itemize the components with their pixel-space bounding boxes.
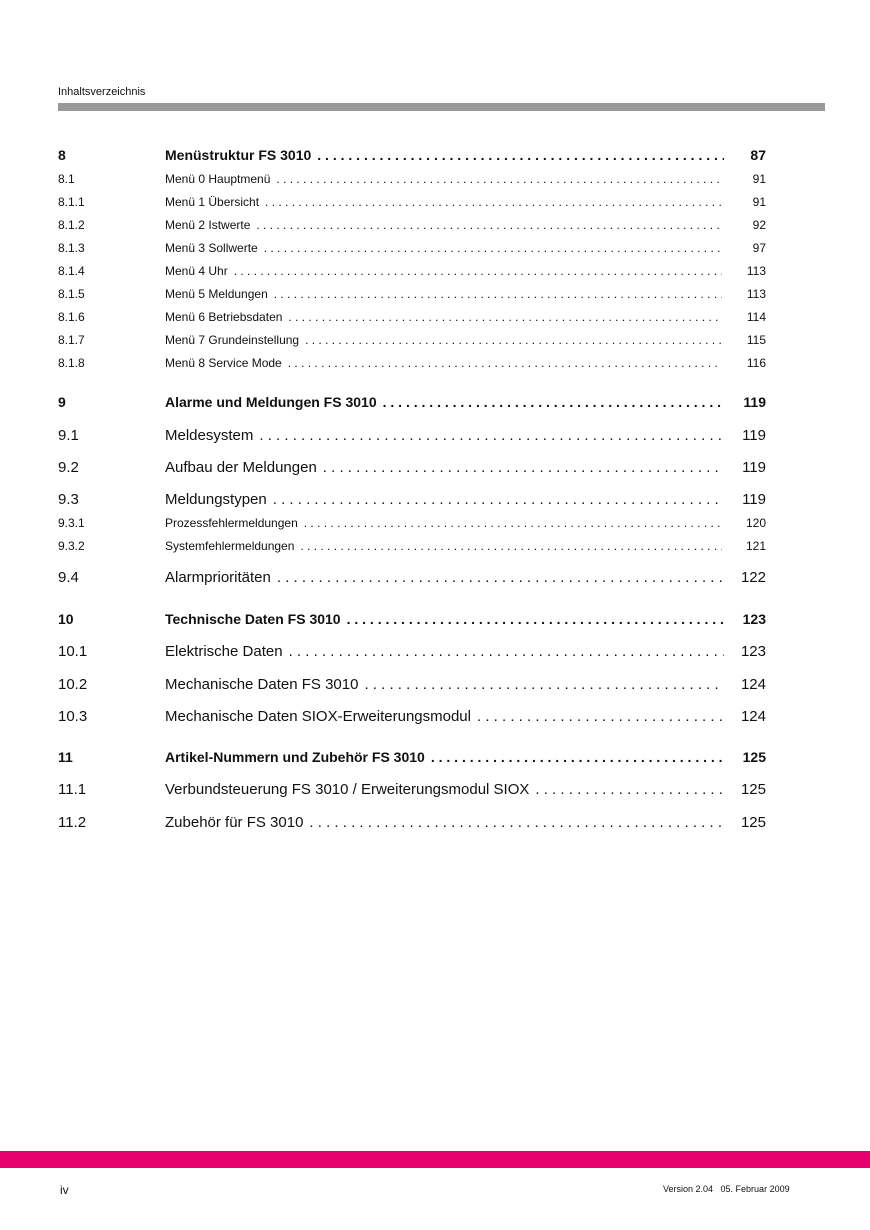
dot-leader <box>234 264 722 278</box>
toc-entry[interactable] <box>58 195 766 209</box>
entry-number: 9.2 <box>58 459 79 476</box>
dot-leader <box>276 172 722 186</box>
entry-title: Menü 4 Uhr <box>165 264 228 278</box>
toc-entry[interactable] <box>58 241 766 255</box>
entry-number: 8.1.8 <box>58 356 85 370</box>
entry-page: 97 <box>752 241 766 255</box>
entry-title: Zubehör für FS 3010 <box>165 814 304 831</box>
entry-title: Menüstruktur FS 3010 <box>165 147 312 163</box>
toc-entry[interactable] <box>58 394 766 410</box>
header-rule <box>58 103 825 111</box>
dot-leader <box>273 491 724 508</box>
toc-entry[interactable] <box>58 569 766 586</box>
dot-leader <box>317 147 724 163</box>
toc-entry[interactable] <box>58 427 766 444</box>
entry-page: 123 <box>742 611 766 627</box>
entry-page: 125 <box>742 749 766 765</box>
entry-number: 10 <box>58 611 74 627</box>
entry-title: Verbundsteuerung FS 3010 / Erweiterungsmodul SIOX <box>165 781 530 798</box>
entry-page: 92 <box>752 218 766 232</box>
entry-number: 9.3.1 <box>58 516 85 530</box>
entry-number: 8.1.1 <box>58 195 85 209</box>
entry-page: 113 <box>746 287 766 301</box>
entry-page: 123 <box>740 643 766 660</box>
dot-leader <box>289 643 724 660</box>
toc-entry[interactable] <box>58 264 766 278</box>
entry-number: 8 <box>58 147 66 163</box>
entry-number: 8.1.5 <box>58 287 85 301</box>
entry-page: 121 <box>745 539 766 553</box>
version-date: Version 2.04 05. Februar 2009 <box>663 1184 790 1194</box>
entry-title: Systemfehlermeldungen <box>165 539 295 553</box>
toc-entry[interactable] <box>58 172 766 186</box>
entry-title: Elektrische Daten <box>165 643 283 660</box>
entry-title: Menü 8 Service Mode <box>165 356 282 370</box>
toc-entry[interactable] <box>58 356 766 370</box>
dot-leader <box>323 459 724 476</box>
entry-title: Aufbau der Meldungen <box>165 459 317 476</box>
entry-page: 119 <box>742 427 766 444</box>
entry-number: 9.4 <box>58 569 79 586</box>
entry-page: 122 <box>740 569 766 586</box>
entry-title: Menü 1 Übersicht <box>165 195 260 209</box>
entry-title: Prozessfehlermeldungen <box>165 516 298 530</box>
dot-leader <box>288 356 722 370</box>
toc-entry[interactable] <box>58 708 766 725</box>
entry-title: Mechanische Daten SIOX-Erweiterungsmodul <box>165 708 471 725</box>
dot-leader <box>259 427 724 444</box>
entry-page: 124 <box>740 676 766 693</box>
footer-accent-bar <box>0 1151 870 1168</box>
entry-page: 91 <box>752 172 766 186</box>
entry-number: 10.2 <box>58 676 88 693</box>
entry-number: 8.1.7 <box>58 333 85 347</box>
entry-number: 8.1.6 <box>58 310 85 324</box>
entry-number: 8.1.4 <box>58 264 85 278</box>
entry-page: 91 <box>752 195 766 209</box>
dot-leader <box>305 333 722 347</box>
dot-leader <box>277 569 724 586</box>
entry-title: Menü 6 Betriebsdaten <box>165 310 283 324</box>
entry-number: 8.1.3 <box>58 241 85 255</box>
dot-leader <box>256 218 722 232</box>
dot-leader <box>264 241 722 255</box>
toc-entry[interactable] <box>58 310 766 324</box>
toc-entry[interactable] <box>58 147 766 163</box>
dot-leader <box>274 287 722 301</box>
dot-leader <box>300 539 722 553</box>
toc-entry[interactable] <box>58 218 766 232</box>
entry-title: Menü 5 Meldungen <box>165 287 268 301</box>
page-number: iv <box>60 1183 69 1197</box>
entry-page: 125 <box>740 814 766 831</box>
entry-page: 119 <box>742 459 766 476</box>
entry-title: Technische Daten FS 3010 <box>165 611 341 627</box>
entry-title: Menü 0 Hauptmenü <box>165 172 271 186</box>
dot-leader <box>383 394 724 410</box>
entry-page: 114 <box>746 310 766 324</box>
entry-number: 9.1 <box>58 427 79 444</box>
dot-leader <box>347 611 724 627</box>
toc-entry[interactable] <box>58 333 766 347</box>
toc-entry[interactable] <box>58 676 766 693</box>
entry-title: Alarmprioritäten <box>165 569 271 586</box>
entry-page: 115 <box>746 333 766 347</box>
toc-entry[interactable] <box>58 749 766 765</box>
entry-page: 124 <box>740 708 766 725</box>
entry-number: 10.1 <box>58 643 88 660</box>
entry-title: Menü 7 Grundeinstellung <box>165 333 300 347</box>
dot-leader <box>265 195 722 209</box>
entry-title: Meldungstypen <box>165 491 267 508</box>
dot-leader <box>431 749 724 765</box>
entry-page: 119 <box>742 491 766 508</box>
toc-entry[interactable] <box>58 781 766 798</box>
running-header: Inhaltsverzeichnis <box>58 86 146 98</box>
entry-number: 11 <box>58 749 73 765</box>
dot-leader <box>309 814 724 831</box>
entry-number: 11.1 <box>58 781 87 798</box>
entry-title: Menü 3 Sollwerte <box>165 241 258 255</box>
entry-page: 119 <box>743 394 766 410</box>
entry-title: Meldesystem <box>165 427 254 444</box>
dot-leader <box>304 516 722 530</box>
entry-number: 9 <box>58 394 66 410</box>
toc-entry[interactable] <box>58 516 766 530</box>
entry-title: Menü 2 Istwerte <box>165 218 251 232</box>
entry-page: 125 <box>740 781 766 798</box>
entry-title: Artikel-Nummern und Zubehör FS 3010 <box>165 749 425 765</box>
entry-page: 87 <box>750 147 766 163</box>
entry-page: 116 <box>746 356 766 370</box>
entry-title: Mechanische Daten FS 3010 <box>165 676 359 693</box>
entry-page: 120 <box>745 516 766 530</box>
dot-leader <box>477 708 724 725</box>
toc-entry[interactable] <box>58 459 766 476</box>
entry-number: 11.2 <box>58 814 87 831</box>
entry-title: Alarme und Meldungen FS 3010 <box>165 394 377 410</box>
toc-entry[interactable] <box>58 814 766 831</box>
toc-entry[interactable] <box>58 491 766 508</box>
toc-entry[interactable] <box>58 287 766 301</box>
dot-leader <box>288 310 722 324</box>
entry-number: 9.3 <box>58 491 79 508</box>
dot-leader <box>535 781 724 798</box>
toc-entry[interactable] <box>58 643 766 660</box>
toc-entry[interactable] <box>58 539 766 553</box>
entry-page: 113 <box>746 264 766 278</box>
entry-number: 9.3.2 <box>58 539 85 553</box>
dot-leader <box>364 676 724 693</box>
entry-number: 8.1 <box>58 172 75 186</box>
entry-number: 8.1.2 <box>58 218 85 232</box>
toc-entry[interactable] <box>58 611 766 627</box>
entry-number: 10.3 <box>58 708 88 725</box>
